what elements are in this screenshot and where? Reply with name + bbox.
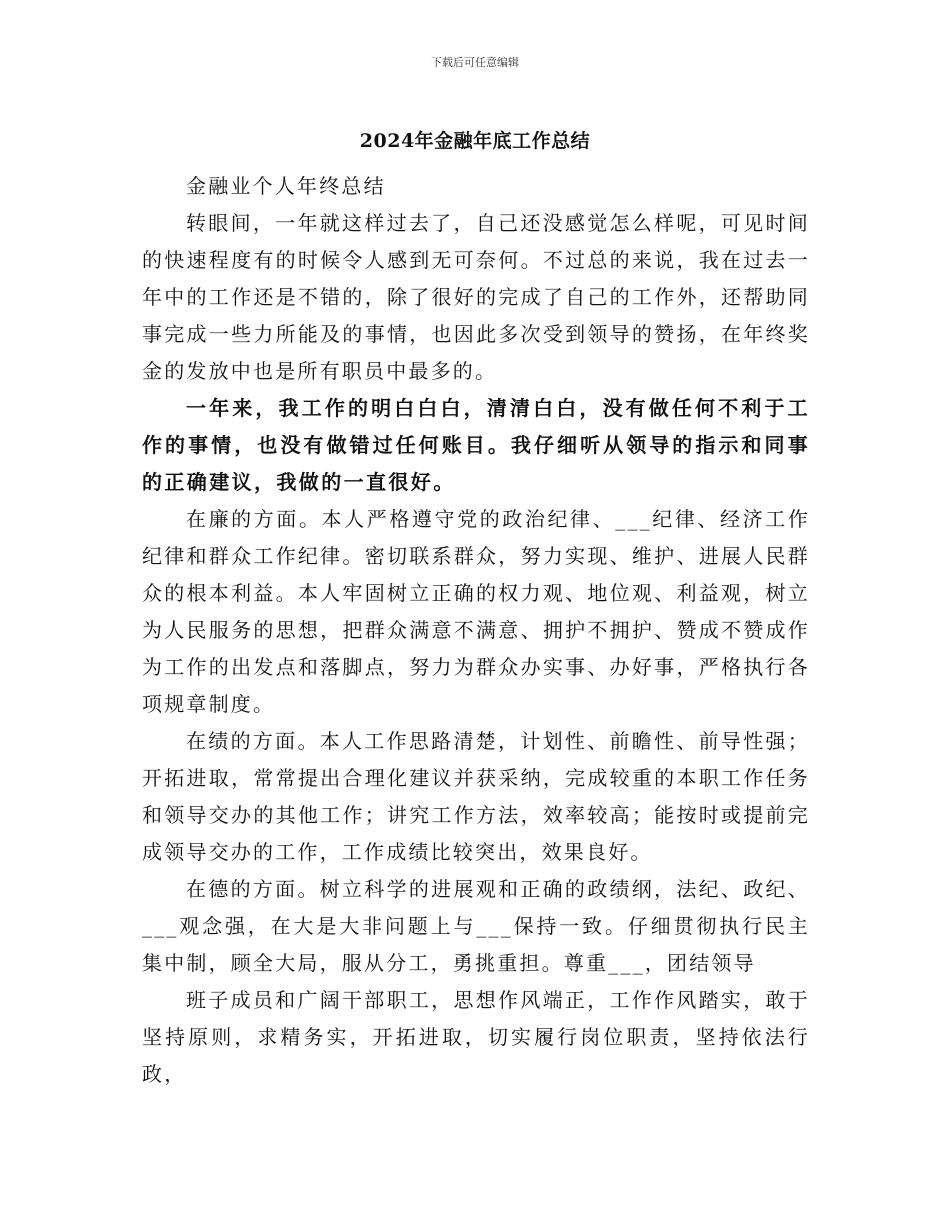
document-body [142,168,810,1093]
body-paragraph: 在德的方面。树立科学的进展观和正确的政绩纲，法纪、政纪、___观念强，在大是大非问题上与___保持一致。仔细贯彻执行民主集中制，顾全大局，服从分工，勇挑重担。尊重___，团结领导 [142,877,810,975]
body-paragraph: 转眼间，一年就这样过去了，自己还没感觉怎么样呢，可见时间的快速程度有的时候令人感到无可奈何。不过总的来说，我在过去一年中的工作还是不错的，除了很好的完成了自己的工作外，还帮助同事完成一些力所能及的事情，也因此多次受到领导的赞扬，在年终奖金的发放中也是所有职员中最多的。 [142,211,810,383]
body-paragraph: 班子成员和广阔干部职工，思想作风端正，工作作风踏实，敢于坚持原则，求精务实，开拓进取，切实履行岗位职责，坚持依法行政， [142,988,810,1086]
document-title: 2024年金融年底工作总结 [359,130,591,152]
body-paragraph: 在廉的方面。本人严格遵守党的政治纪律、___纪律、经济工作纪律和群众工作纪律。密切联系群众，努力实现、维护、进展人民群众的根本利益。本人牢固树立正确的权力观、地位观、利益观，树立为人民服务的思想，把群众满意不满意、拥护不拥护、赞成不赞成作为工作的出发点和落脚点，努力为群众办实事、办好事，严格执行各项规章制度。 [142,507,810,716]
body-paragraph: 在绩的方面。本人工作思路清楚，计划性、前瞻性、前导性强；开拓进取，常常提出合理化建议并获采纳，完成较重的本职工作任务和领导交办的其他工作；讲究工作方法，效率较高；能按时或提前完成领导交办的工作，工作成绩比较突出，效果良好。 [142,729,810,864]
bold-paragraph: 一年来，我工作的明白白白，清清白白，没有做任何不利于工作的事情，也没有做错过任何账目。我仔细听从领导的指示和同事的正确建议，我做的一直很好。 [142,396,810,494]
subtitle-paragraph: 金融业个人年终总结 [186,174,386,198]
page-header-note: 下载后可任意编辑 [431,56,519,69]
